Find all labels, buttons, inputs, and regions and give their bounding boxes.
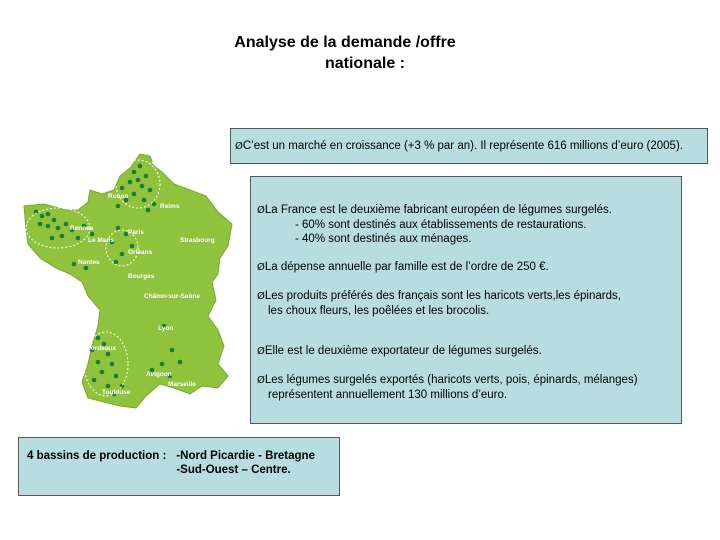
city-rennes: Rennes [70, 225, 94, 232]
fact-exporter-text: Elle est le deuxième exportateur de légumes surgelés. [264, 345, 542, 357]
basins-label: 4 bassins de production : [27, 450, 167, 462]
market-growth-box [230, 128, 708, 164]
city-toulouse: Toulouse [102, 389, 131, 396]
fact-manufacturer-line1: La France est le deuxième fabricant européen de légumes surgelés. [264, 204, 612, 216]
city-lille: Lille [152, 159, 166, 166]
fact-exporter [257, 344, 675, 359]
city-le-mans: Le Mans [88, 237, 115, 244]
fact-preferred-line1: Les produits préférés des français sont les haricots verts,les épinards, [264, 290, 621, 302]
bullet-arrow-icon: Ø [257, 346, 265, 357]
bullet-arrow-icon: Ø [257, 291, 265, 302]
fact-manufacturer [257, 203, 675, 246]
city-marseille: Marseille [168, 381, 196, 388]
france-map-svg [22, 150, 240, 412]
fact-preferred-line2: les choux fleurs, les poêlées et les brocolis. [268, 305, 490, 317]
city-brest: Brest [26, 197, 43, 204]
fact-manufacturer-line3: - 40% sont destinés aux ménages. [295, 233, 472, 245]
fact-exports-line2: représentent annuellement 130 millions d’euro. [268, 389, 508, 401]
city-rouen: Rouen [108, 193, 129, 200]
page-title [200, 32, 490, 74]
fact-spending [257, 260, 675, 275]
fact-preferred-products [257, 289, 675, 318]
title-line-2: nationale : [324, 55, 405, 72]
city-nantes: Nantes [78, 259, 100, 266]
market-facts-box [250, 176, 682, 424]
fact-exports-line1: Les légumes surgelés exportés (haricots verts, pois, épinards, mélanges) [264, 374, 638, 386]
france-map [22, 150, 240, 412]
city-orleans: Orléans [128, 249, 153, 256]
city-bourges: Bourges [128, 273, 155, 280]
city-avignon: Avignon [146, 371, 172, 378]
city-lyon: Lyon [158, 325, 174, 332]
title-line-1: Analyse de la demande /offre [234, 34, 456, 51]
fact-manufacturer-line2: - 60% sont destinés aux établissements de restaurations. [295, 219, 587, 231]
basins-line2: -Sud-Ouest – Centre. [176, 464, 291, 476]
market-growth-text: C’est un marché en croissance (+3 % par an). Il représente 616 millions d’euro (2005). [242, 140, 683, 152]
production-basins-box [18, 437, 340, 496]
bullet-arrow-icon: Ø [257, 205, 265, 216]
fact-spending-text: La dépense annuelle par famille est de l’ordre de 250 €. [264, 261, 549, 273]
bullet-arrow-icon: Ø [235, 141, 243, 152]
city-paris: Paris [128, 229, 144, 236]
basins-line1: -Nord Picardie - Bretagne [176, 450, 315, 462]
fact-exports [257, 373, 675, 402]
bullet-arrow-icon: Ø [257, 375, 265, 386]
city-reims: Reims [160, 203, 180, 210]
city-strasbourg: Strasbourg [180, 237, 215, 244]
bullet-arrow-icon: Ø [257, 262, 265, 273]
city-bordeaux: Bordeaux [86, 345, 116, 352]
city-chalon: Châlon-sur-Saône [144, 293, 200, 300]
